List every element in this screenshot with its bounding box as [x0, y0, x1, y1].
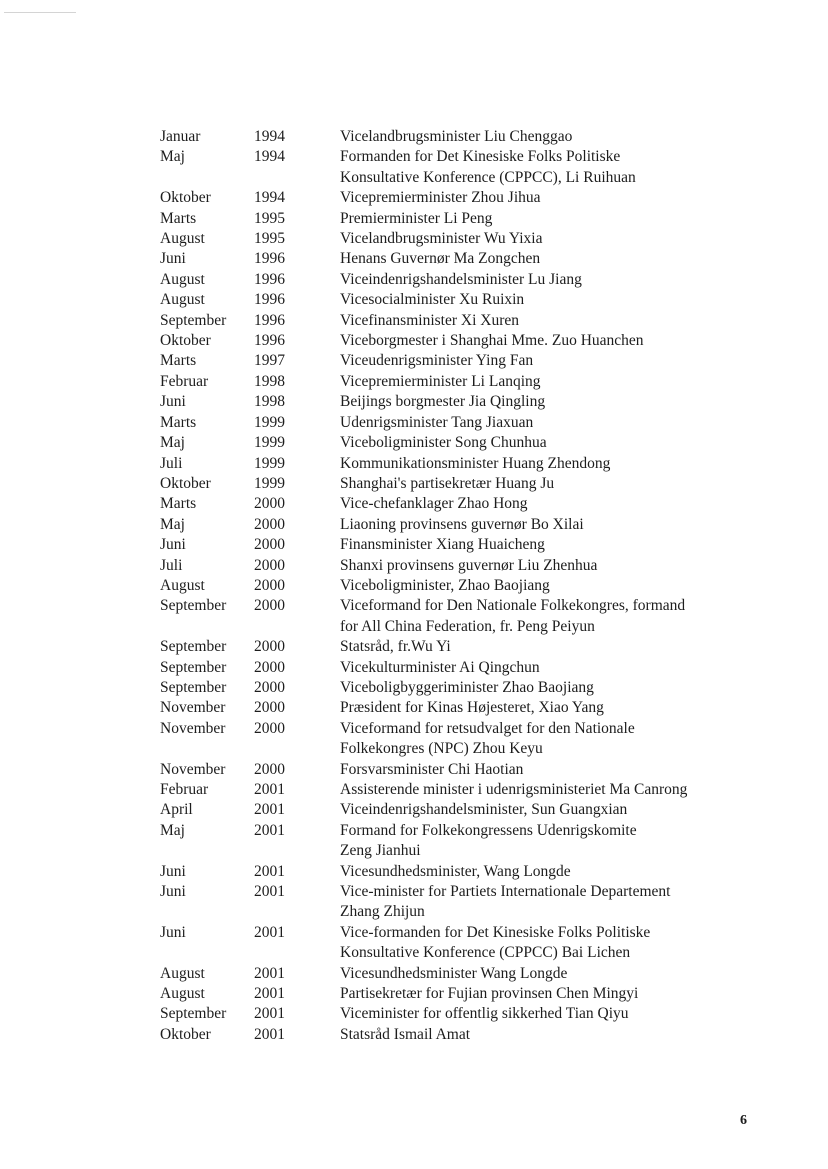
list-item [160, 188, 760, 208]
entry-description [340, 229, 760, 249]
entry-month: Marts [160, 352, 197, 370]
list-item [160, 984, 760, 1004]
entry-year: 1999 [254, 434, 285, 452]
entry-year: 2000 [254, 576, 285, 594]
entry-month: September [160, 678, 227, 696]
entry-description [340, 780, 760, 800]
list-item [160, 800, 760, 820]
entry-month: Februar [160, 781, 209, 798]
entry-description-line: Vice-minister for Partiets Internationale Departement [340, 883, 671, 901]
entry-month: Juni [160, 393, 186, 411]
entry-year: 2000 [254, 515, 285, 533]
entry-description-line: Statsråd Ismail Amat [340, 1025, 471, 1043]
entry-month: Oktober [160, 332, 211, 350]
entry-month: September [160, 1005, 227, 1023]
entry-description-line: Udenrigsminister Tang Jiaxuan [340, 413, 534, 431]
entry-year: 2001 [254, 1005, 285, 1023]
entry-year: 2000 [254, 760, 285, 778]
entry-month: Oktober [160, 1025, 211, 1043]
entry-description [340, 984, 760, 1004]
list-item [160, 433, 760, 453]
entry-description-line: for All China Federation, fr. Peng Peiyun [340, 617, 595, 635]
entry-description [340, 270, 760, 290]
list-item [160, 474, 760, 494]
entry-description [340, 351, 760, 371]
entry-month: Maj [160, 434, 185, 452]
entry-year: 1996 [254, 250, 285, 268]
entry-month: November [160, 719, 226, 737]
entry-year: 1996 [254, 311, 285, 329]
entry-month: August [160, 964, 205, 982]
entry-year: 1996 [254, 332, 285, 350]
entry-description-line: Finansminister Xiang Huaicheng [340, 536, 545, 554]
entry-year: 1998 [254, 393, 285, 411]
list-item [160, 862, 760, 882]
entry-description-line: Zeng Jianhui [340, 842, 421, 860]
entry-year: 2001 [254, 781, 285, 798]
entry-description [340, 454, 760, 474]
entry-year: 1997 [254, 352, 285, 370]
entry-month: Marts [160, 413, 197, 431]
entry-description-line: Folkekongres (NPC) Zhou Keyu [340, 740, 543, 758]
entry-description-line: Vicekulturminister Ai Qingchun [340, 658, 540, 676]
entry-year: 1995 [254, 209, 285, 227]
entry-description-line: Premierminister Li Peng [340, 209, 493, 227]
entry-month: Juni [160, 923, 186, 941]
entry-description [340, 474, 760, 494]
list-item [160, 372, 760, 392]
entry-description-line: Viceboligminister, Zhao Baojiang [340, 576, 550, 594]
entry-month: April [160, 801, 193, 819]
entry-description [340, 209, 760, 229]
list-item [160, 1004, 760, 1024]
entry-description-line: Vicelandbrugsminister Liu Chenggao [340, 128, 573, 145]
entry-description-line: Vicepremierminister Zhou Jihua [340, 189, 541, 207]
entry-month: August [160, 576, 205, 594]
entry-description-line: Viceudenrigsminister Ying Fan [340, 352, 534, 370]
entry-description-line: Vice-chefanklager Zhao Hong [340, 495, 528, 513]
entry-year: 1994 [254, 128, 285, 145]
entry-description [340, 413, 760, 433]
entry-year: 2000 [254, 678, 285, 696]
entry-description [340, 882, 760, 923]
page-number: 6 [740, 1113, 747, 1128]
list-item [160, 556, 760, 576]
entry-description [340, 1004, 760, 1024]
entry-description [340, 127, 760, 147]
entry-description [340, 821, 760, 862]
list-item [160, 698, 760, 718]
entry-month: Marts [160, 495, 197, 513]
entry-year: 2001 [254, 985, 285, 1003]
entry-year: 1996 [254, 291, 285, 309]
list-item [160, 515, 760, 535]
entry-description-line: Viceformand for retsudvalget for den Nationale [340, 719, 635, 737]
entry-description-line: Kommunikationsminister Huang Zhendong [340, 454, 611, 472]
entry-description [340, 596, 760, 637]
list-item [160, 494, 760, 514]
entry-description-line: Vicepremierminister Li Lanqing [340, 372, 541, 390]
entry-year: 1994 [254, 148, 285, 166]
entry-month: August [160, 230, 205, 248]
entry-month: Juli [160, 556, 183, 574]
visit-list [160, 127, 760, 1045]
entry-description-line: Viceindenrigshandelsminister Lu Jiang [340, 270, 582, 288]
entry-description-line: Konsultative Konference (CPPCC), Li Ruihuan [340, 168, 636, 186]
entry-month: November [160, 699, 226, 717]
entry-month: Maj [160, 515, 185, 533]
entry-year: 2001 [254, 862, 285, 880]
entry-year: 2001 [254, 1025, 285, 1043]
entry-description-line: Præsident for Kinas Højesteret, Xiao Yang [340, 699, 604, 717]
entry-year: 2000 [254, 638, 285, 656]
entry-description-line: Forsvarsminister Chi Haotian [340, 760, 524, 778]
entry-description [340, 964, 760, 984]
entry-description [340, 556, 760, 576]
entry-month: August [160, 270, 205, 288]
entry-description-line: Konsultative Konference (CPPCC) Bai Lichen [340, 944, 631, 962]
entry-month: August [160, 985, 205, 1003]
entry-description-line: Partisekretær for Fujian provinsen Chen Mingyi [340, 985, 639, 1003]
list-item [160, 249, 760, 269]
entry-description [340, 576, 760, 596]
entry-description [340, 372, 760, 392]
entry-year: 2001 [254, 964, 285, 982]
entry-year: 2001 [254, 883, 285, 901]
entry-description-line: Viceborgmester i Shanghai Mme. Zuo Huanchen [340, 332, 644, 350]
list-item [160, 964, 760, 984]
entry-description-line: Viceboligminister Song Chunhua [340, 434, 547, 452]
entry-month: Maj [160, 148, 185, 166]
entry-year: 1996 [254, 270, 285, 288]
entry-month: Marts [160, 209, 197, 227]
list-item [160, 454, 760, 474]
entry-month: Juni [160, 883, 186, 901]
entry-month: Oktober [160, 474, 211, 492]
entry-year: 2000 [254, 658, 285, 676]
list-item [160, 209, 760, 229]
entry-month: September [160, 597, 227, 615]
entry-year: 1999 [254, 474, 285, 492]
entry-description-line: Beijings borgmester Jia Qingling [340, 393, 546, 411]
entry-description [340, 678, 760, 698]
entry-month: September [160, 658, 227, 676]
entry-month: September [160, 638, 227, 656]
entry-year: 2001 [254, 923, 285, 941]
entry-description [340, 433, 760, 453]
entry-description [340, 535, 760, 555]
entry-year: 2001 [254, 821, 285, 839]
entry-description-line: Vicefinansminister Xi Xuren [340, 311, 519, 329]
list-item [160, 780, 760, 800]
list-item [160, 270, 760, 290]
list-item [160, 229, 760, 249]
list-item [160, 658, 760, 678]
entry-year: 2001 [254, 801, 285, 819]
entry-description-line: Shanxi provinsens guvernør Liu Zhenhua [340, 556, 598, 574]
entry-month: Juni [160, 536, 186, 554]
list-item [160, 535, 760, 555]
entry-description-line: Vicesundhedsminister, Wang Longde [340, 862, 571, 880]
entry-description [340, 147, 760, 188]
entry-description-line: Vicesocialminister Xu Ruixin [340, 291, 525, 309]
entry-month: September [160, 311, 227, 329]
entry-description [340, 249, 760, 269]
list-item [160, 882, 760, 923]
list-item [160, 311, 760, 331]
entry-year: 2000 [254, 699, 285, 717]
entry-description [340, 760, 760, 780]
list-item [160, 637, 760, 657]
entry-description [340, 800, 760, 820]
entry-description [340, 331, 760, 351]
corner-rule [4, 12, 76, 13]
list-item [160, 147, 760, 188]
entry-month: November [160, 760, 226, 778]
list-item [160, 576, 760, 596]
entry-description [340, 1025, 760, 1045]
entry-description-line: Shanghai's partisekretær Huang Ju [340, 474, 555, 492]
entry-description-line: Formand for Folkekongressens Udenrigskomite [340, 821, 637, 839]
entry-description [340, 515, 760, 535]
list-item [160, 760, 760, 780]
entry-description-line: Henans Guvernør Ma Zongchen [340, 250, 541, 268]
entry-description-line: Viceformand for Den Nationale Folkekongres, formand [340, 597, 686, 615]
entry-month: August [160, 291, 205, 309]
entry-month: Oktober [160, 189, 211, 207]
entry-description [340, 290, 760, 310]
list-item [160, 719, 760, 760]
list-item [160, 127, 760, 147]
list-item [160, 290, 760, 310]
entry-year: 1998 [254, 372, 285, 390]
entry-month: Maj [160, 821, 185, 839]
entry-year: 1994 [254, 189, 285, 207]
list-item [160, 351, 760, 371]
entry-month: Januar [160, 128, 201, 145]
entry-year: 2000 [254, 495, 285, 513]
entry-description [340, 637, 760, 657]
entry-description-line: Statsråd, fr.Wu Yi [340, 638, 451, 656]
entry-description [340, 719, 760, 760]
entry-description [340, 862, 760, 882]
entry-year: 2000 [254, 536, 285, 554]
entry-description [340, 311, 760, 331]
entry-description-line: Vicesundhedsminister Wang Longde [340, 964, 568, 982]
entry-year: 1999 [254, 454, 285, 472]
entry-description-line: Viceboligbyggeriminister Zhao Baojiang [340, 678, 594, 696]
entry-year: 1999 [254, 413, 285, 431]
entry-description-line: Vice-formanden for Det Kinesiske Folks Politiske [340, 923, 651, 941]
entry-description [340, 494, 760, 514]
entry-year: 2000 [254, 719, 285, 737]
entry-description [340, 392, 760, 412]
list-item [160, 821, 760, 862]
entry-description-line: Viceminister for offentlig sikkerhed Tian Qiyu [340, 1005, 629, 1023]
entry-year: 2000 [254, 556, 285, 574]
entry-description [340, 658, 760, 678]
entry-description-line: Zhang Zhijun [340, 903, 425, 921]
entry-month: Juni [160, 250, 186, 268]
list-item [160, 678, 760, 698]
list-item [160, 1025, 760, 1045]
entry-year: 1995 [254, 230, 285, 248]
list-item [160, 413, 760, 433]
entry-description-line: Viceindenrigshandelsminister, Sun Guangxian [340, 801, 628, 819]
entry-month: Juni [160, 862, 186, 880]
entry-description-line: Formanden for Det Kinesiske Folks Politiske [340, 148, 621, 166]
list-item [160, 596, 760, 637]
entry-description [340, 698, 760, 718]
entry-description-line: Vicelandbrugsminister Wu Yixia [340, 230, 543, 248]
entry-description [340, 188, 760, 208]
entry-description-line: Liaoning provinsens guvernør Bo Xilai [340, 515, 584, 533]
entry-year: 2000 [254, 597, 285, 615]
entry-month: Februar [160, 372, 209, 390]
list-item [160, 923, 760, 964]
list-item [160, 392, 760, 412]
entry-description [340, 923, 760, 964]
entry-month: Juli [160, 454, 183, 472]
entry-description-line: Assisterende minister i udenrigsministeriet Ma Canrong [340, 781, 688, 798]
list-item [160, 331, 760, 351]
